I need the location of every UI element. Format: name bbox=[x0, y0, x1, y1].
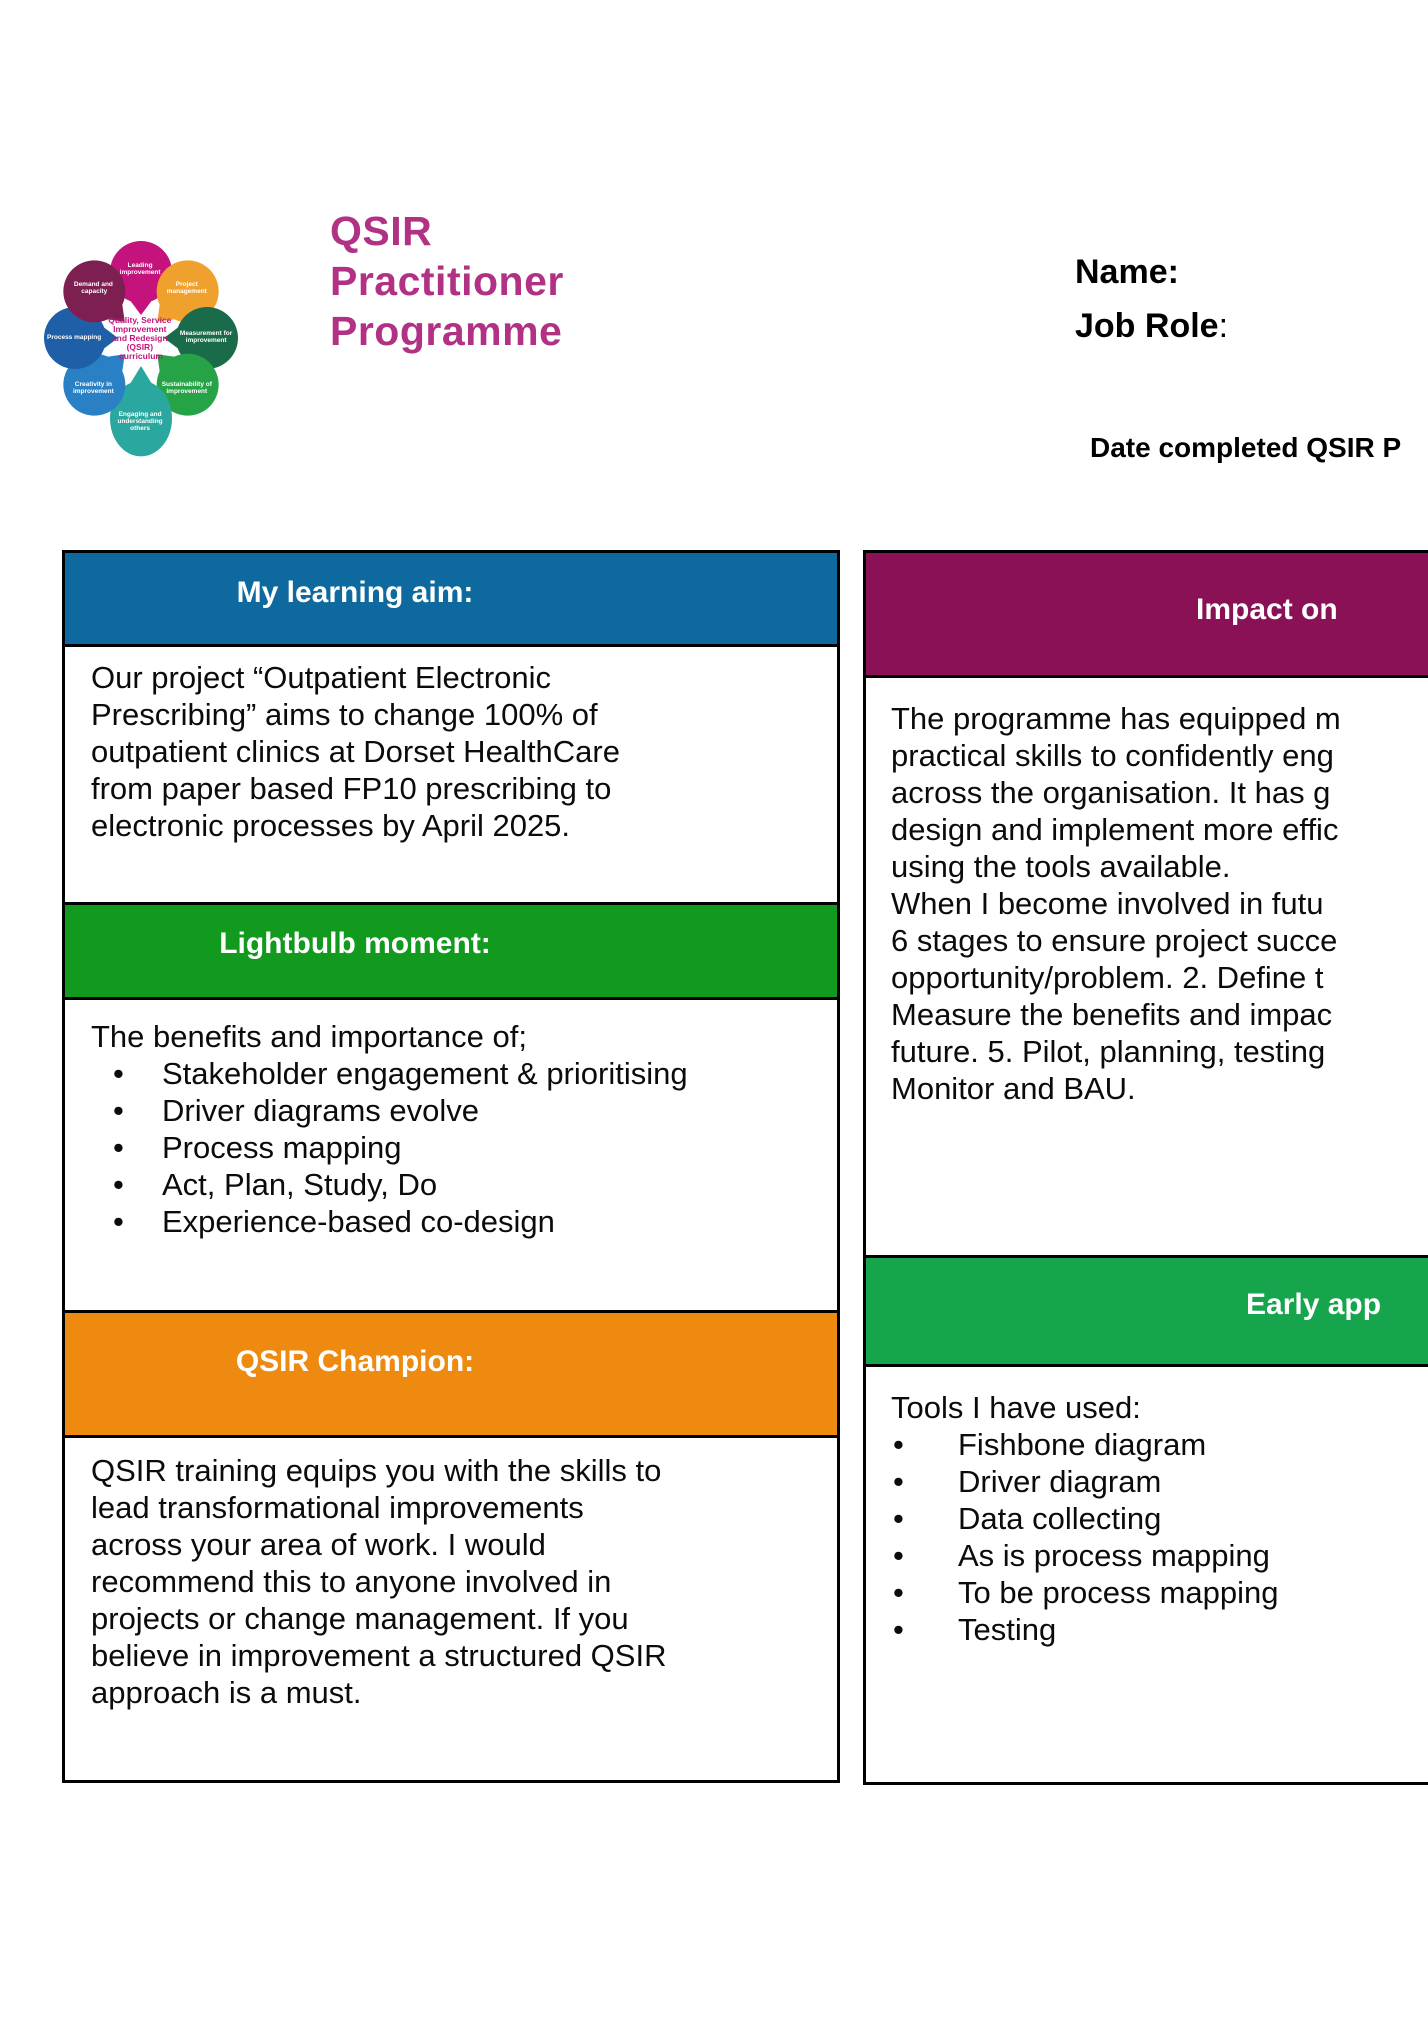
list-item bbox=[91, 1055, 823, 1092]
list-item bbox=[91, 1203, 823, 1240]
list-item-text: To be process mapping bbox=[958, 1575, 1279, 1610]
left-column bbox=[62, 550, 840, 1783]
impact-text-line: practical skills to confidently eng bbox=[891, 738, 1334, 773]
list-item-text: Driver diagrams evolve bbox=[162, 1093, 479, 1128]
list-item bbox=[891, 1574, 1428, 1611]
bullet-icon: • bbox=[893, 1501, 904, 1536]
bullet-icon: • bbox=[893, 1538, 904, 1573]
qsir-logo bbox=[35, 226, 247, 502]
impact-text-line: opportunity/problem. 2. Define t bbox=[891, 960, 1324, 995]
job-role-colon: : bbox=[1218, 307, 1229, 345]
date-completed-label: Date completed QSIR P bbox=[1090, 432, 1402, 463]
champion-text-line: lead transformational improvements bbox=[91, 1490, 584, 1525]
list-item-text: Process mapping bbox=[162, 1130, 402, 1165]
list-item bbox=[891, 1463, 1428, 1500]
page-title-line: QSIR bbox=[330, 208, 433, 254]
list-item bbox=[91, 1129, 823, 1166]
list-item-text: Experience-based co-design bbox=[162, 1204, 555, 1239]
champion-text-line: across your area of work. I would bbox=[91, 1527, 546, 1562]
qsir-champion-body bbox=[62, 1435, 840, 1783]
bullet-icon: • bbox=[113, 1204, 124, 1239]
impact-header bbox=[863, 550, 1428, 678]
early-application-header-label: Early app bbox=[1246, 1288, 1382, 1321]
list-item bbox=[891, 1500, 1428, 1537]
list-item-text: Act, Plan, Study, Do bbox=[162, 1167, 438, 1202]
lightbulb-header bbox=[62, 902, 840, 1000]
right-column bbox=[863, 550, 1428, 1785]
impact-text-line: Measure the benefits and impac bbox=[891, 997, 1333, 1032]
champion-text-line: approach is a must. bbox=[91, 1675, 362, 1710]
learning-aim-header bbox=[62, 550, 840, 647]
logo-centre-text: Quality, Service Improvement and Redesign (QSIR) curriculum bbox=[108, 315, 172, 361]
list-item-text: Stakeholder engagement & prioritising bbox=[162, 1056, 688, 1091]
list-item bbox=[891, 1537, 1428, 1574]
impact-body bbox=[863, 675, 1428, 1258]
page-title-line: Practitioner bbox=[330, 258, 564, 304]
list-item bbox=[91, 1092, 823, 1129]
list-item-text: Testing bbox=[958, 1612, 1057, 1647]
learning-aim-text-line: from paper based FP10 prescribing to bbox=[91, 771, 612, 806]
champion-text-line: projects or change management. If you bbox=[91, 1601, 629, 1636]
impact-text-line: The programme has equipped m bbox=[891, 701, 1341, 736]
bullet-icon: • bbox=[893, 1464, 904, 1499]
learning-aim-text-line: outpatient clinics at Dorset HealthCare bbox=[91, 734, 620, 769]
learning-aim-text-line: Prescribing” aims to change 100% of bbox=[91, 697, 598, 732]
job-role-label bbox=[1075, 306, 1228, 346]
impact-text-line: 6 stages to ensure project succe bbox=[891, 923, 1338, 958]
bullet-icon: • bbox=[113, 1167, 124, 1202]
learning-aim-text-line: electronic processes by April 2025. bbox=[91, 808, 571, 843]
champion-text-line: recommend this to anyone involved in bbox=[91, 1564, 612, 1599]
job-role-label-text: Job Role bbox=[1075, 307, 1219, 345]
list-item-text: As is process mapping bbox=[958, 1538, 1270, 1573]
list-item bbox=[91, 1166, 823, 1203]
qsir-champion-header-label: QSIR Champion: bbox=[235, 1345, 475, 1378]
bullet-icon: • bbox=[893, 1612, 904, 1647]
learning-aim-header-label: My learning aim: bbox=[236, 576, 474, 609]
impact-text-line: using the tools available. bbox=[891, 849, 1231, 884]
list-item-text: Driver diagram bbox=[958, 1464, 1162, 1499]
petal-label: Leading improvement Project management Measurement for improvement Sustainability of improvement Engaging and understanding others Creativity in improvement Process mapping Demand and capacity bbox=[47, 262, 233, 432]
champion-text-line: QSIR training equips you with the skills to bbox=[91, 1453, 662, 1488]
lightbulb-header-label: Lightbulb moment: bbox=[219, 927, 491, 960]
list-item-text: Fishbone diagram bbox=[958, 1427, 1207, 1462]
early-application-header bbox=[863, 1255, 1428, 1367]
impact-text-line: future. 5. Pilot, planning, testing bbox=[891, 1034, 1326, 1069]
impact-text-line: across the organisation. It has g bbox=[891, 775, 1331, 810]
lightbulb-body bbox=[62, 997, 840, 1313]
bullet-icon: • bbox=[113, 1093, 124, 1128]
bullet-icon: • bbox=[113, 1056, 124, 1091]
list-item bbox=[891, 1426, 1428, 1463]
impact-header-label: Impact on bbox=[1196, 593, 1338, 626]
impact-text-line: Monitor and BAU. bbox=[891, 1071, 1136, 1106]
list-item bbox=[891, 1611, 1428, 1648]
name-label: Name: bbox=[1075, 253, 1179, 291]
champion-text-line: believe in improvement a structured QSIR bbox=[91, 1638, 667, 1673]
qsir-champion-header bbox=[62, 1310, 840, 1438]
impact-text-line: design and implement more effic bbox=[891, 812, 1339, 847]
learning-aim-text-line: Our project “Outpatient Electronic bbox=[91, 660, 552, 695]
learning-aim-body bbox=[62, 644, 840, 905]
impact-text-line: When I become involved in futu bbox=[891, 886, 1324, 921]
tools-intro: Tools I have used: bbox=[891, 1390, 1141, 1425]
early-application-body bbox=[863, 1364, 1428, 1785]
lightbulb-intro: The benefits and importance of; bbox=[91, 1019, 527, 1054]
list-item-text: Data collecting bbox=[958, 1501, 1162, 1536]
bullet-icon: • bbox=[893, 1575, 904, 1610]
page-title-line: Programme bbox=[330, 308, 563, 354]
bullet-icon: • bbox=[113, 1130, 124, 1165]
page-title bbox=[330, 206, 564, 356]
bullet-icon: • bbox=[893, 1427, 904, 1462]
